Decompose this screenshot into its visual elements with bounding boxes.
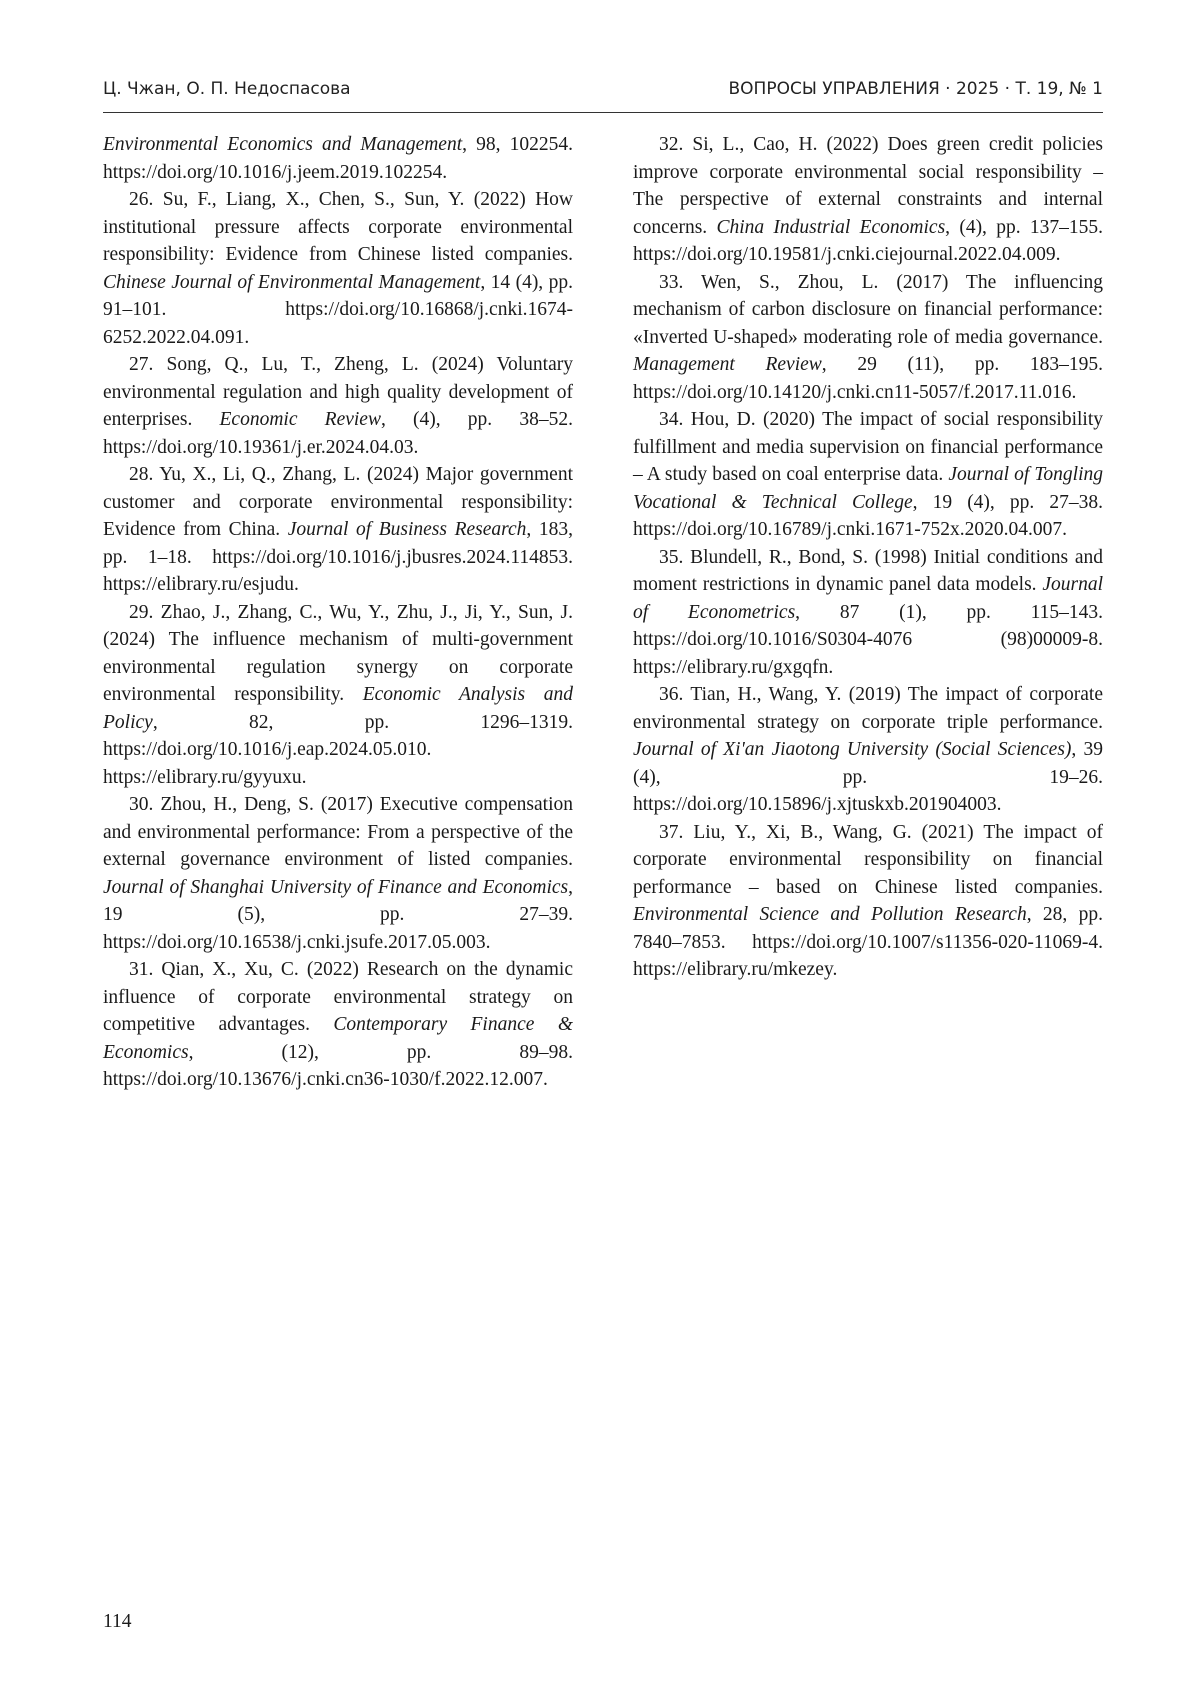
reference-entry bbox=[633, 544, 1103, 682]
reference-source-title: Management Review bbox=[633, 354, 822, 375]
reference-source-title: Environmental Economics and Management bbox=[103, 134, 462, 155]
running-header-authors: Ц. Чжан, О. П. Недоспасова bbox=[103, 79, 351, 99]
references-right-column bbox=[633, 131, 1103, 984]
header-rule bbox=[103, 112, 1103, 113]
reference-text: 28. Yu, X., Li, Q., Zhang, L. (2024) Major government customer and corporate environmental responsibility: Evidence from China. bbox=[103, 464, 573, 540]
reference-text: , 19 (5), pp. 27–39. https://doi.org/10.16538/j.cnki.jsufe.2017.05.003. bbox=[103, 877, 573, 953]
reference-source-title: Journal of Business Research bbox=[288, 519, 527, 540]
reference-entry bbox=[103, 791, 573, 956]
reference-text: 37. Liu, Y., Xi, B., Wang, G. (2021) The impact of corporate environmental responsibility on financial performance – based on Chinese listed companies. bbox=[633, 822, 1103, 898]
reference-entry bbox=[633, 819, 1103, 984]
reference-source-title: Environmental Science and Pollution Research bbox=[633, 904, 1027, 925]
reference-entry bbox=[633, 681, 1103, 819]
reference-source-title: Economic Review bbox=[220, 409, 381, 430]
reference-text: 29. Zhao, J., Zhang, C., Wu, Y., Zhu, J., Ji, Y., Sun, J. (2024) The influence mechanism of multi-government environmental regulation synergy on corporate environmental responsibility. bbox=[103, 602, 573, 706]
reference-source-title: Contemporary Finance & Economics bbox=[103, 1014, 573, 1063]
reference-entry bbox=[103, 131, 573, 186]
reference-entry bbox=[103, 351, 573, 461]
reference-source-title: Journal of Tongling Vocational & Technical College bbox=[633, 464, 1103, 513]
reference-text: , 82, pp. 1296–1319. https://doi.org/10.1016/j.eap.2024.05.010. https://elibrary.ru/gyyuxu. bbox=[103, 712, 573, 788]
reference-text: 33. Wen, S., Zhou, L. (2017) The influencing mechanism of carbon disclosure on financial performance: «Inverted U-shaped» moderating role of media governance. bbox=[633, 272, 1103, 348]
reference-entry bbox=[633, 131, 1103, 269]
reference-text: , 98, 102254. https://doi.org/10.1016/j.jeem.2019.102254. bbox=[103, 134, 573, 183]
reference-text: 35. Blundell, R., Bond, S. (1998) Initial conditions and moment restrictions in dynamic panel data models. bbox=[633, 547, 1103, 596]
reference-source-title: Economic Analysis and Policy bbox=[103, 684, 573, 733]
reference-source-title: Journal of Xi'an Jiaotong University (Social Sciences) bbox=[633, 739, 1071, 760]
reference-text: , 39 (4), pp. 19–26. https://doi.org/10.15896/j.xjtuskxb.201904003. bbox=[633, 739, 1103, 815]
reference-entry bbox=[103, 186, 573, 351]
reference-text: 26. Su, F., Liang, X., Chen, S., Sun, Y. (2022) How institutional pressure affects corporate environmental responsibility: Evidence from Chinese listed companies. bbox=[103, 189, 573, 265]
reference-text: 30. Zhou, H., Deng, S. (2017) Executive compensation and environmental performance: From a perspective of the external governance environment of listed companies. bbox=[103, 794, 573, 870]
reference-entry bbox=[103, 461, 573, 599]
reference-text: , (4), pp. 137–155. https://doi.org/10.19581/j.cnki.ciejournal.2022.04.009. bbox=[633, 217, 1103, 266]
reference-text: 31. Qian, X., Xu, C. (2022) Research on the dynamic influence of corporate environmental strategy on competitive advantages. bbox=[103, 959, 573, 1035]
reference-entry bbox=[633, 269, 1103, 407]
reference-source-title: China Industrial Economics bbox=[716, 217, 945, 238]
reference-text: 34. Hou, D. (2020) The impact of social responsibility fulfillment and media supervision on financial performance – A study based on coal enterprise data. bbox=[633, 409, 1103, 485]
reference-text: , 29 (11), pp. 183–195. https://doi.org/10.14120/j.cnki.cn11-5057/f.2017.11.016. bbox=[633, 354, 1103, 403]
reference-text: , 28, pp. 7840–7853. https://doi.org/10.1007/s11356-020-11069-4. https://elibrary.ru/mkezey. bbox=[633, 904, 1103, 980]
reference-text: 36. Tian, H., Wang, Y. (2019) The impact of corporate environmental strategy on corporate triple performance. bbox=[633, 684, 1103, 733]
reference-text: , 183, pp. 1–18. https://doi.org/10.1016/j.jbusres.2024.114853. https://elibrary.ru/esjudu. bbox=[103, 519, 573, 595]
reference-text: 32. Si, L., Cao, H. (2022) Does green credit policies improve corporate environmental social responsibility – The perspective of external constraints and internal concerns. bbox=[633, 134, 1103, 238]
reference-text: , (12), pp. 89–98. https://doi.org/10.13676/j.cnki.cn36-1030/f.2022.12.007. bbox=[103, 1042, 573, 1091]
reference-text: , 87 (1), pp. 115–143. https://doi.org/10.1016/S0304-4076 (98)00009-8. https://elibrary.ru/gxgqfn. bbox=[633, 602, 1103, 678]
reference-text: , 14 (4), pp. 91–101. https://doi.org/10.16868/j.cnki.1674-6252.2022.04.091. bbox=[103, 272, 573, 348]
reference-text: , 19 (4), pp. 27–38. https://doi.org/10.16789/j.cnki.1671-752x.2020.04.007. bbox=[633, 492, 1103, 541]
running-header-journal: ВОПРОСЫ УПРАВЛЕНИЯ · 2025 · Т. 19, № 1 bbox=[729, 79, 1103, 99]
reference-source-title: Journal of Econometrics bbox=[633, 574, 1103, 623]
reference-entry bbox=[103, 599, 573, 792]
reference-entry bbox=[103, 956, 573, 1094]
reference-source-title: Journal of Shanghai University of Finance and Economics bbox=[103, 877, 568, 898]
references-left-column bbox=[103, 131, 573, 1094]
page-number: 114 bbox=[103, 1611, 132, 1633]
reference-text: 27. Song, Q., Lu, T., Zheng, L. (2024) Voluntary environmental regulation and high quality development of enterprises. bbox=[103, 354, 573, 430]
reference-text: , (4), pp. 38–52. https://doi.org/10.19361/j.er.2024.04.03. bbox=[103, 409, 573, 458]
reference-entry bbox=[633, 406, 1103, 544]
reference-source-title: Chinese Journal of Environmental Management bbox=[103, 272, 480, 293]
